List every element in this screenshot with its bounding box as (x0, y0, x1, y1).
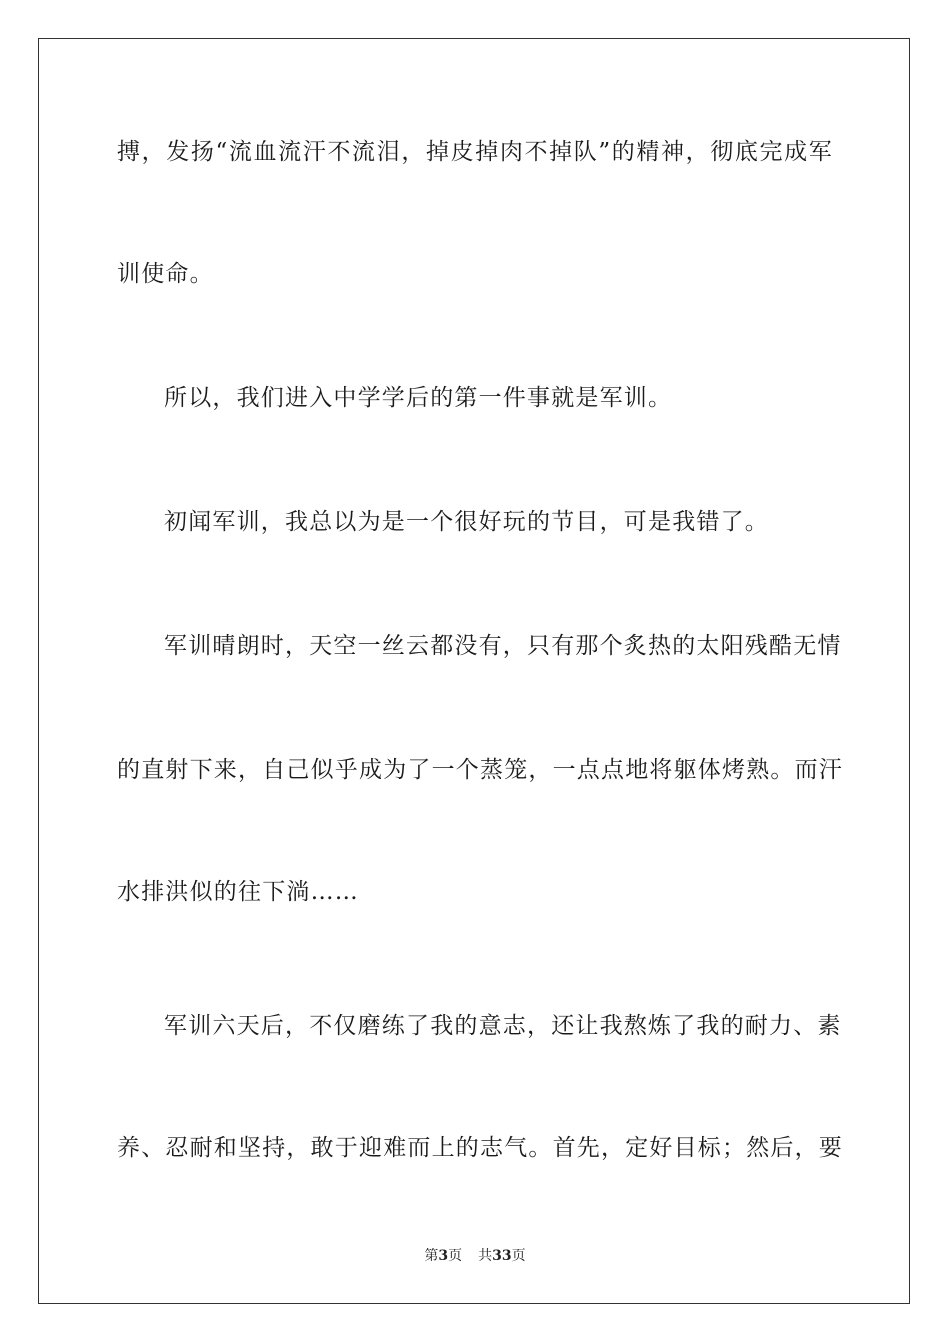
paragraph-line-3: 所以，我们进入中学学后的第一件事就是军训。 (164, 385, 673, 411)
total-page-number: 33 (492, 1248, 512, 1264)
text-line-6: 的直射下来，自己似乎成为了一个蒸笼，一点点地将躯体烤熟。而汗 (117, 757, 843, 783)
page-footer (0, 1247, 950, 1265)
page-label: 第3页 (424, 1248, 463, 1264)
text-line-9: 养、忍耐和坚持，敢于迎难而上的志气。首先，定好目标；然后，要 (117, 1135, 843, 1161)
text-line-1: 搏，发扬“流血流汗不流泪，掉皮掉肉不掉队”的精神，彻底完成军 (117, 139, 833, 165)
paragraph-line-4: 初闻军训，我总以为是一个很好玩的节目，可是我错了。 (164, 509, 769, 535)
current-page-number: 3 (438, 1248, 449, 1264)
total-pages-label: 共33页 (478, 1248, 526, 1264)
text-line-2: 训使命。 (117, 261, 214, 287)
paragraph-line-5: 军训晴朗时，天空一丝云都没有，只有那个炙热的太阳残酷无情 (164, 633, 842, 659)
paragraph-line-8: 军训六天后，不仅磨练了我的意志，还让我熬炼了我的耐力、素 (164, 1013, 842, 1039)
page-border (38, 38, 910, 1304)
text-line-7: 水排洪似的往下淌…… (117, 879, 359, 905)
